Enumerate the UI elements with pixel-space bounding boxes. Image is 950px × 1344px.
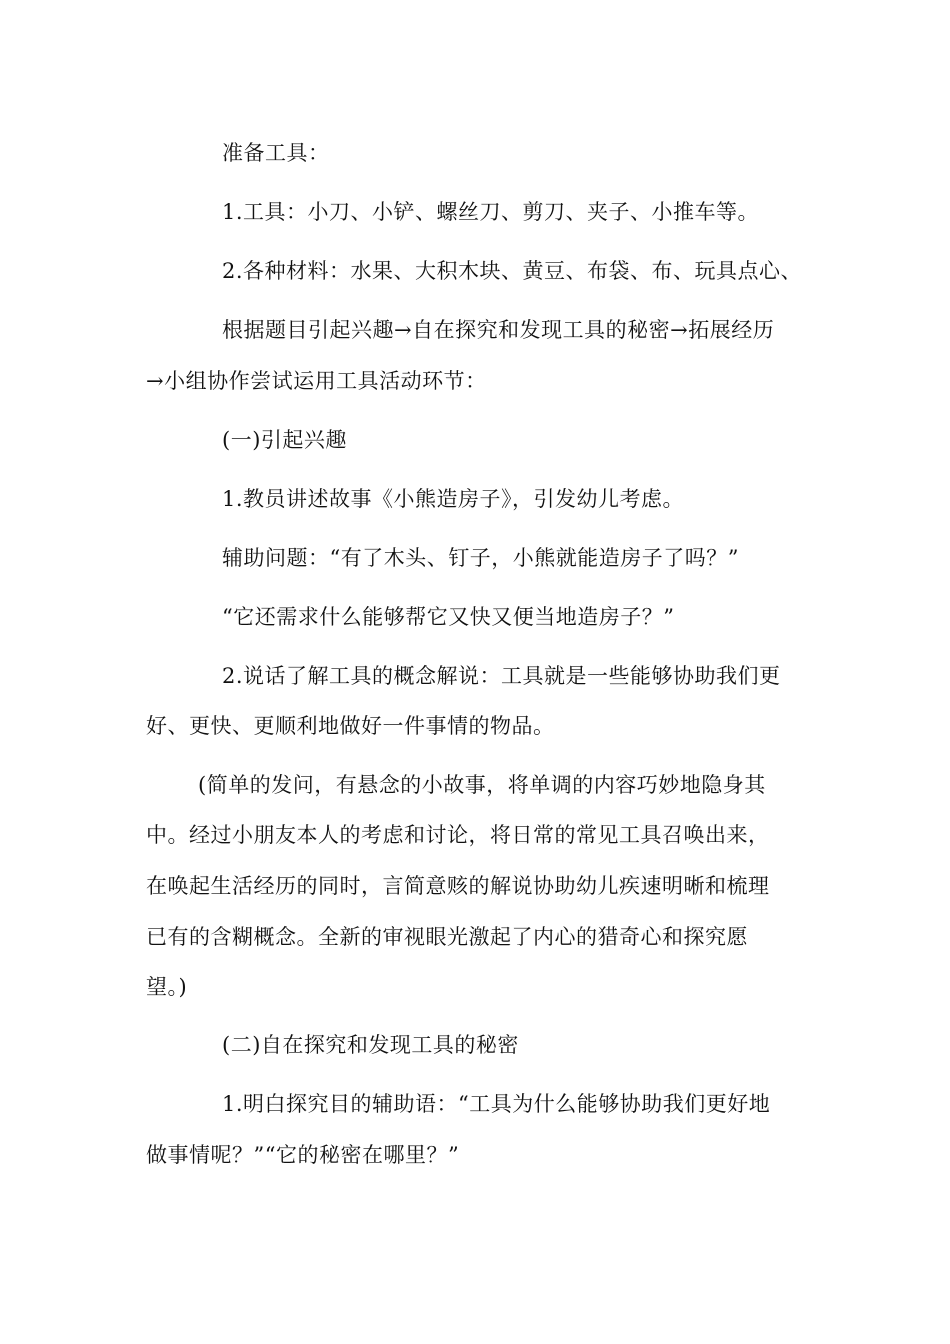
text-line: 1.教员讲述故事《小熊造房子》，引发幼儿考虑。	[222, 487, 685, 511]
text-line: 2.各种材料：水果、大积木块、黄豆、布袋、布、玩具点心、	[222, 259, 803, 283]
text-line: (简单的发问，有悬念的小故事，将单调的内容巧妙地隐身其	[198, 773, 766, 797]
section-heading: (一)引起兴趣	[222, 428, 347, 452]
text-line: “它还需求什么能够帮它又快又便当地造房子？”	[222, 605, 675, 629]
text-line: 辅助问题：“有了木头、钉子，小熊就能造房子了吗？”	[222, 546, 739, 570]
text-line: 望。)	[146, 975, 188, 999]
text-line: 1.明白探究目的辅助语：“工具为什么能够协助我们更好地	[222, 1092, 771, 1116]
text-line: →小组协作尝试运用工具活动环节：	[146, 369, 487, 393]
text-line: 在唤起生活经历的同时，言简意赅的解说协助幼儿疾速明晰和梳理	[146, 874, 770, 898]
text-line: 好、更快、更顺利地做好一件事情的物品。	[146, 714, 555, 738]
text-line: 2.说话了解工具的概念解说：工具就是一些能够协助我们更	[222, 664, 781, 688]
text-line: 准备工具：	[222, 141, 330, 165]
text-line: 已有的含糊概念。全新的审视眼光激起了内心的猎奇心和探究愿	[146, 925, 748, 949]
text-line: 1.工具：小刀、小铲、螺丝刀、剪刀、夹子、小推车等。	[222, 200, 760, 224]
section-heading: (二)自在探究和发现工具的秘密	[222, 1033, 519, 1057]
text-line: 中。经过小朋友本人的考虑和讨论，将日常的常见工具召唤出来，	[146, 823, 770, 847]
text-line: 根据题目引起兴趣→自在探究和发现工具的秘密→拓展经历	[222, 318, 775, 342]
text-line: 做事情呢？”“它的秘密在哪里？”	[146, 1143, 460, 1167]
